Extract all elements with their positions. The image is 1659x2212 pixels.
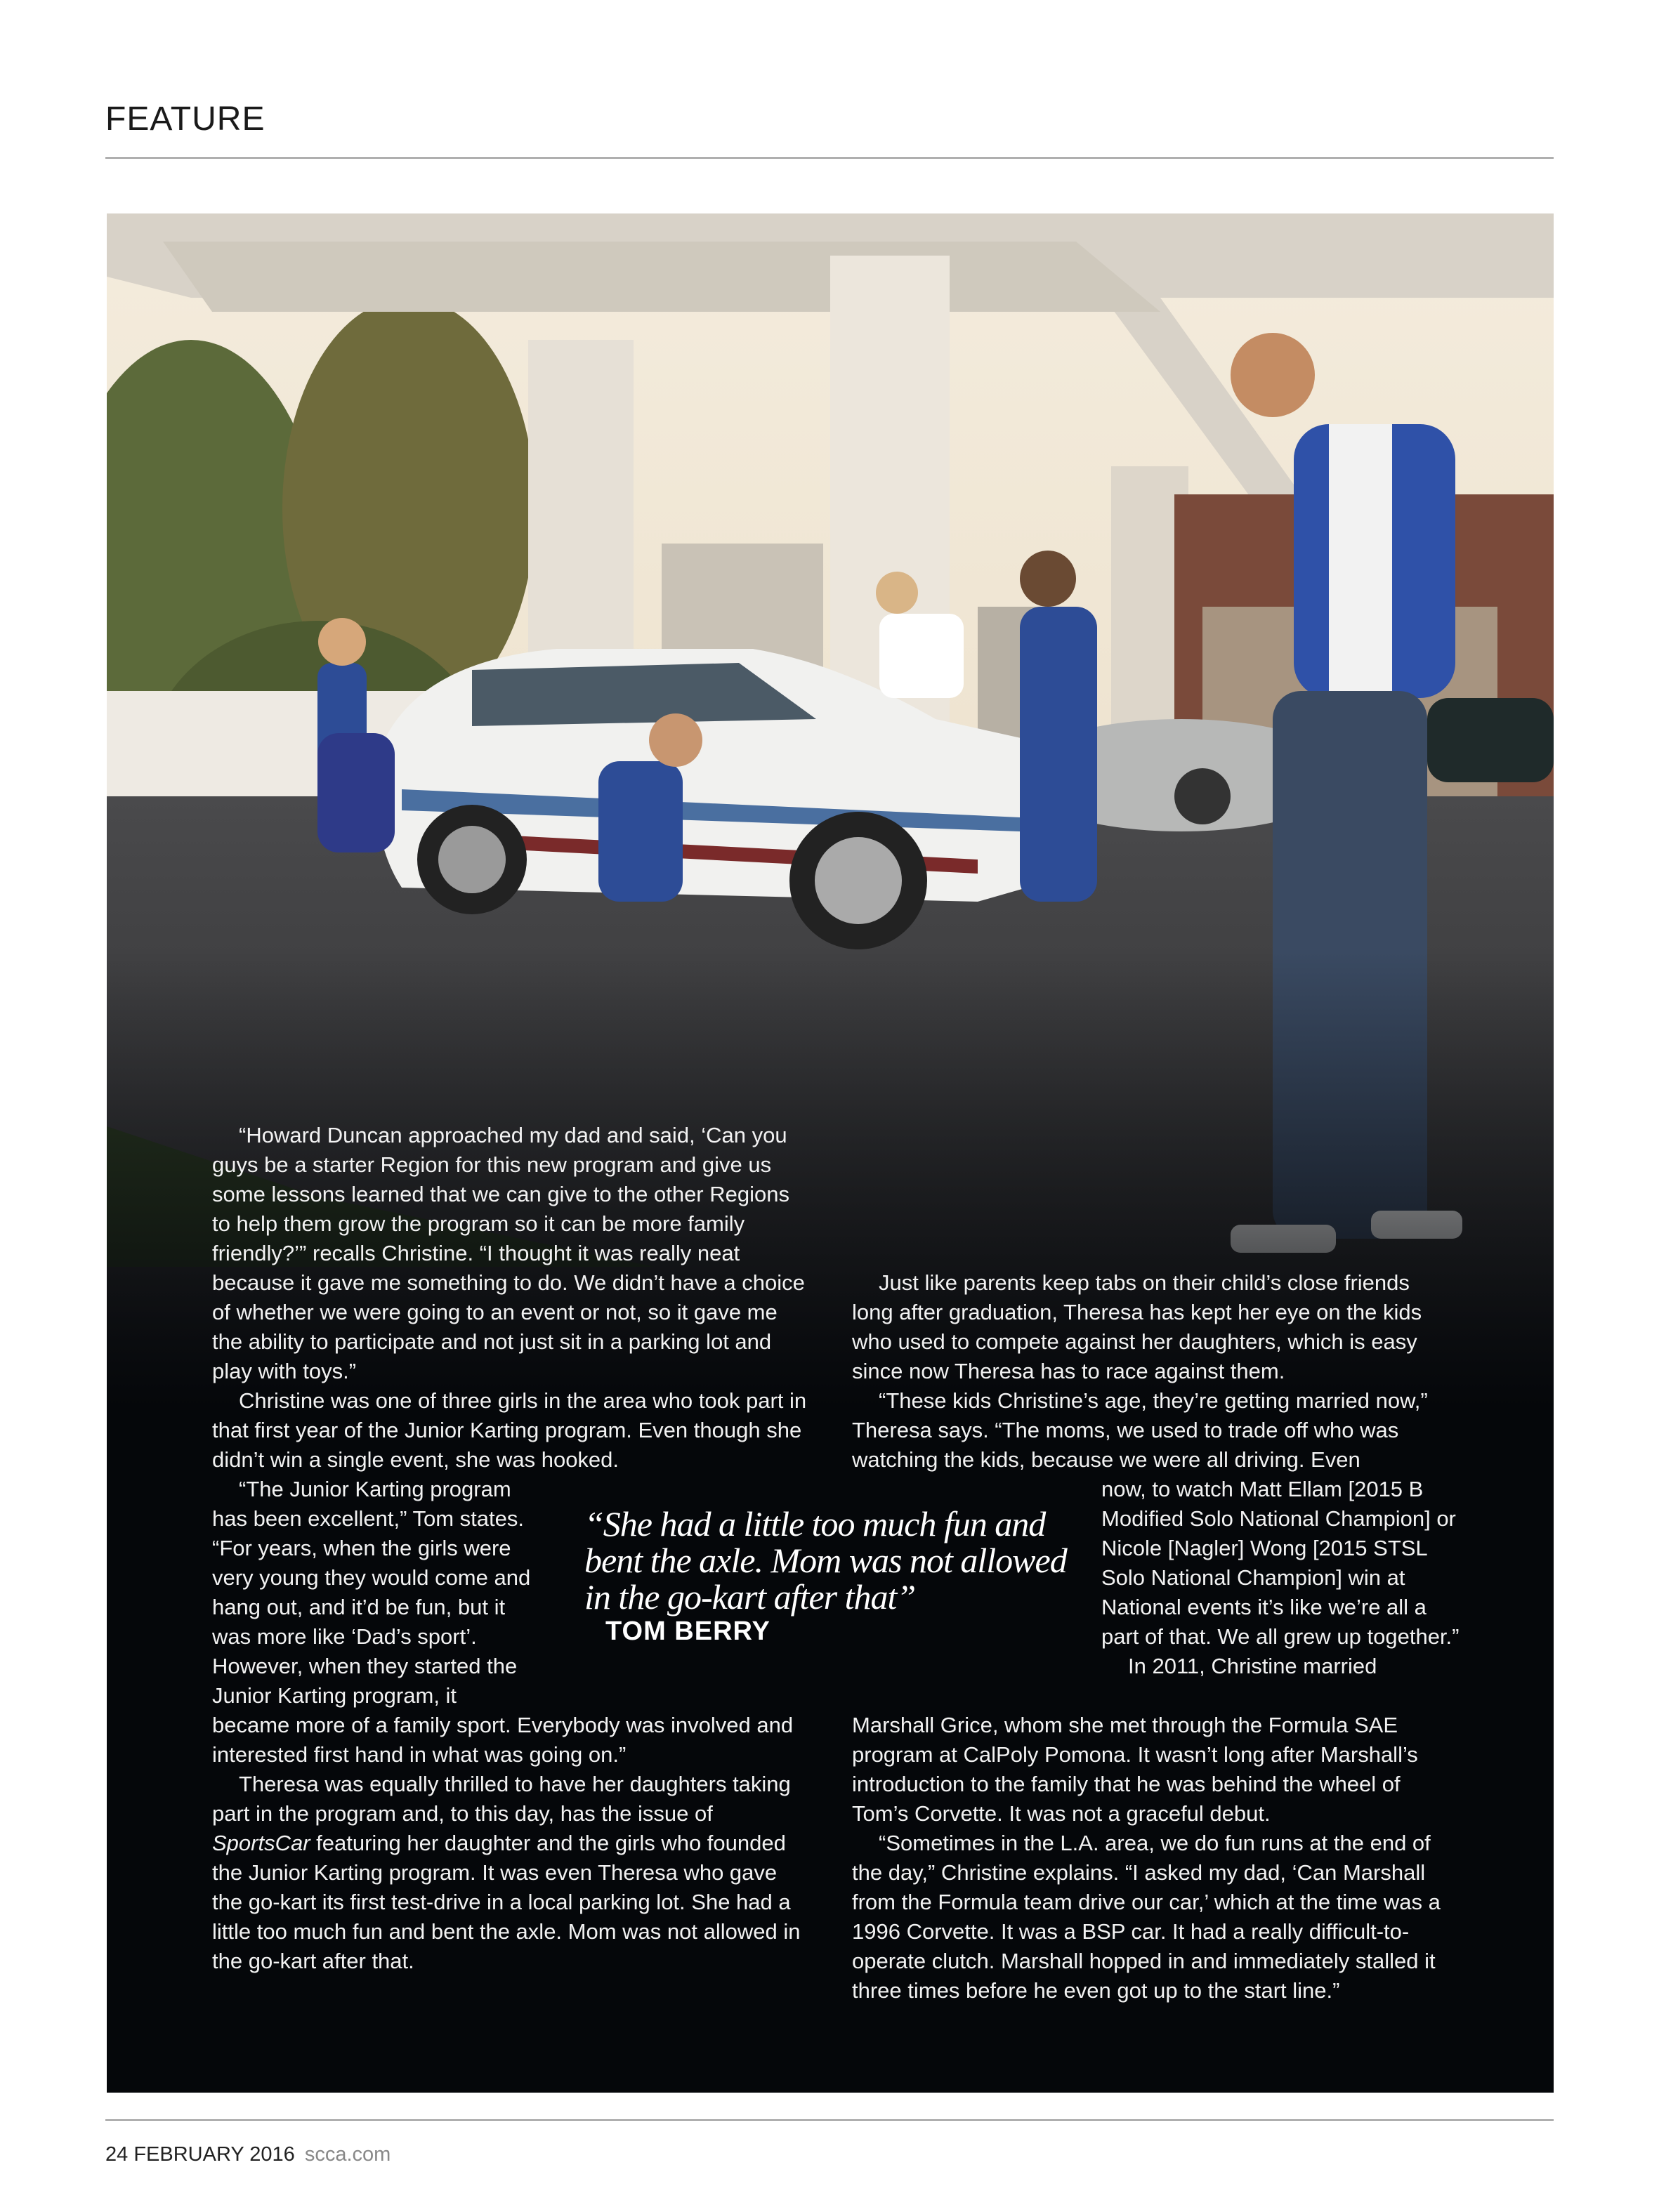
left-paragraph-3: “The Junior Karting program has been excellent,” Tom states. “For years, when the girls were very young they would come and hang out, and it’d be fun, but it was more like ‘Dad’s sport’. However, when they started the Junior Karting program, it — [212, 1477, 531, 1708]
left-paragraph-4-rest: featuring her daughter and the girls who founded the Junior Karting program. It was even Theresa who gave the go-kart its first test-drive in a local parking lot. She had a little too much fun and bent the axle. Mom was not allowed in the go-kart after that. — [212, 1831, 801, 1973]
footer-rule — [105, 2119, 1554, 2121]
page-number: 24 — [105, 2143, 129, 2166]
section-label: FEATURE — [105, 100, 265, 138]
left-paragraph-4 — [212, 1770, 809, 1976]
left-paragraph-2: Christine was one of three girls in the area who took part in that first year of the Junior Karting program. Even though she didn’t win a single event, she was hooked. — [212, 1388, 807, 1472]
magazine-title: SportsCar — [212, 1831, 310, 1855]
left-paragraph-4-start: Theresa was equally thrilled to have her daughters taking part in the program and, to this day, has the issue of — [212, 1772, 791, 1826]
issue-date: FEBRUARY 2016 — [133, 2143, 295, 2166]
footer — [105, 2143, 391, 2166]
left-paragraph-3-end: became more of a family sport. Everybody was involved and interested first hand in what was going on.” — [212, 1713, 794, 1767]
right-paragraph-2-wrap: now, to watch Matt Ellam [2015 B Modified Solo National Champion] or Nicole [Nagler] Wong [2015 STSL Solo National Champion] win at National events it’s like we’re all a part of that. We all grew up together.” — [1101, 1477, 1460, 1649]
pull-quote-author: TOM BERRY — [605, 1617, 771, 1646]
left-wrap-paragraph — [212, 1475, 542, 1711]
right-paragraph-3-start: In 2011, Christine married — [1128, 1654, 1377, 1678]
right-paragraph-1: Just like parents keep tabs on their child’s close friends long after graduation, Theresa has kept her eye on the kids who used to compete against her daughters, which is easy since now Theresa has to race against them. — [852, 1270, 1422, 1383]
site-link[interactable]: scca.com — [304, 2143, 391, 2166]
right-paragraph-4: “Sometimes in the L.A. area, we do fun runs at the end of the day,” Christine explains. “I asked my dad, ‘Can Marshall from the Formula team drive our car,’ which at the time was a 1996 Corvette. It was a BSP car. It had a really difficult-to-operate clutch. Marshall hopped in and immediately stalled it three times before he even got up to the start line.” — [852, 1831, 1441, 2003]
left-paragraph-1: “Howard Duncan approached my dad and said, ‘Can you guys be a starter Region for this new program and give us some lessons learned that we can give to the other Regions to help them grow the program so it can be more family friendly?’” recalls Christine. “I thought it was really neat because it gave me something to do. We didn’t have a choice of whether we were going to an event or not, so it gave me the ability to participate and not just sit in a parking lot and play with toys.” — [212, 1123, 805, 1383]
right-wrap-paragraph — [1101, 1475, 1467, 1681]
right-paragraph-2: “These kids Christine’s age, they’re getting married now,” Theresa says. “The moms, we used to trade off who was watching the kids, because we were all driving. Even — [852, 1388, 1428, 1472]
right-paragraph-3-end: Marshall Grice, whom she met through the Formula SAE program at CalPoly Pomona. It wasn’t long after Marshall’s introduction to the family that he was behind the wheel of Tom’s Corvette. It was not a graceful debut. — [852, 1713, 1418, 1826]
pull-quote: “She had a little too much fun and bent the axle. Mom was not allowed in the go-kart after that” — [584, 1504, 1067, 1617]
right-column-bottom — [852, 1711, 1449, 2006]
left-column-bottom — [212, 1711, 809, 1976]
right-column — [852, 1268, 1449, 1475]
left-column — [212, 1121, 809, 1475]
header-rule — [105, 157, 1554, 159]
